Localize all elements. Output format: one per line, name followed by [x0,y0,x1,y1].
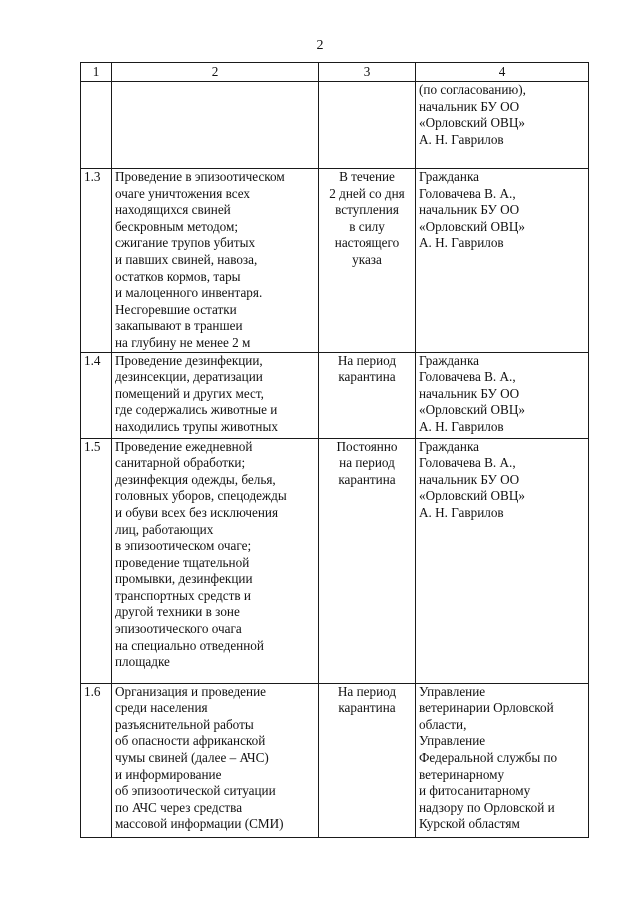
event-cell-line: промывки, дезинфекции [115,571,253,587]
event-cell-line: разъяснительной работы [115,716,254,732]
event-cell-line: транспортных средств и [115,587,251,603]
term-cell-line: в силу [349,218,385,234]
responsible-cell [416,683,589,837]
event-cell-line: Несгоревшие остатки [115,301,237,317]
term-cell [319,82,416,169]
event-cell [112,169,319,353]
event-cell [112,438,319,683]
responsible-cell-line: начальник БУ ОО [419,385,520,401]
header-row [81,63,589,82]
table-row [81,352,589,438]
responsible-cell-line: «Орловский ОВЦ» [419,402,525,418]
responsible-cell-line: Управление [419,733,486,749]
event-cell-line: площадке [115,654,170,670]
responsible-cell-line: Головачева В. А., [419,369,516,385]
event-cell-line: проведение тщательной [115,554,250,570]
event-cell-line: об опасности африканской [115,733,266,749]
item-number: 1.5 [81,438,112,683]
header-col-1: 1 [81,63,112,82]
term-cell [319,352,416,438]
responsible-cell-line: Федеральной службы по [419,749,558,765]
responsible-cell [416,438,589,683]
term-cell-line: настоящего [334,235,400,251]
term-cell [319,683,416,837]
table-row [81,683,589,837]
term-cell-line: 2 дней со дня [329,185,405,201]
event-cell-line: и павших свиней, навоза, [115,251,258,267]
term-cell-line: на период [339,455,395,471]
responsible-cell-line: А. Н. Гаврилов [419,235,504,251]
event-cell-line: дезинфекция одежды, белья, [115,471,276,487]
responsible-cell-line: Гражданка [419,438,480,454]
event-cell-line: лиц, работающих [115,521,214,537]
header-col-4: 4 [416,63,589,82]
event-cell-line: Проведение ежедневной [115,438,253,454]
event-cell-line: чумы свиней (далее – АЧС) [115,749,269,765]
term-cell-line: указа [352,251,382,267]
responsible-cell-line: Курской областям [419,816,520,832]
event-cell-line: находящихся свиней [115,202,231,218]
event-cell-line: головных уборов, спецодежды [115,488,287,504]
event-cell-line: и информирование [115,766,222,782]
responsible-cell-line: Управление [419,683,486,699]
responsible-cell [416,352,589,438]
responsible-cell-line: Головачева В. А., [419,455,516,471]
event-cell-line: сжигание трупов убитых [115,235,256,251]
responsible-cell-line: Гражданка [419,352,480,368]
responsible-cell-line: начальник БУ ОО [419,98,520,114]
responsible-cell [416,82,589,169]
responsible-cell-line: А. Н. Гаврилов [419,418,504,434]
event-cell-line: бескровным методом; [115,218,239,234]
event-cell-line: на специально отведенной [115,637,264,653]
term-cell-line: карантина [338,700,396,716]
table-row [81,438,589,683]
responsible-cell [416,169,589,353]
term-cell [319,438,416,683]
event-cell-line: массовой информации (СМИ) [115,816,284,832]
event-cell-line: эпизоотического очага [115,621,242,637]
table-row [81,169,589,353]
event-cell-line: находились трупы животных [115,418,278,434]
responsible-cell-line: надзору по Орловской и [419,799,555,815]
item-number: 1.3 [81,169,112,353]
responsible-cell-line: начальник БУ ОО [419,202,520,218]
responsible-cell-line: «Орловский ОВЦ» [419,218,525,234]
responsible-cell-line: «Орловский ОВЦ» [419,488,525,504]
event-cell [112,352,319,438]
term-cell-line: Постоянно [336,438,398,454]
event-cell-line: и обуви всех без исключения [115,504,279,520]
event-cell-line: помещений и других мест, [115,385,264,401]
responsible-cell-line: области, [419,716,467,732]
responsible-cell-line: «Орловский ОВЦ» [419,115,525,131]
event-cell-line: об эпизоотической ситуации [115,783,276,799]
event-cell-line: санитарной обработки; [115,455,246,471]
header-col-3: 3 [319,63,416,82]
measures-table [80,62,589,838]
responsible-cell-line: и фитосанитарному [419,783,531,799]
event-cell-line: дезинсекции, дератизации [115,369,263,385]
event-cell [112,683,319,837]
event-cell [112,82,319,169]
term-cell [319,169,416,353]
responsible-cell-line: ветеринарному [419,766,505,782]
event-cell-line: очаге уничтожения всех [115,185,251,201]
responsible-cell-line: Головачева В. А., [419,185,516,201]
event-cell-line: Организация и проведение [115,683,266,699]
responsible-cell-line: А. Н. Гаврилов [419,131,504,147]
event-cell-line: и малоценного инвентаря. [115,285,263,301]
event-cell-line: где содержались животные и [115,402,278,418]
term-cell-line: На период [337,683,397,699]
term-cell-line: На период [337,352,397,368]
item-number: 1.6 [81,683,112,837]
responsible-cell-line: Гражданка [419,169,480,184]
event-cell-line: остатков кормов, тары [115,268,241,284]
event-cell-line: на глубину не менее 2 м [115,334,251,350]
term-cell-line: карантина [338,369,396,385]
table-row [81,82,589,169]
event-cell-line: другой техники в зоне [115,604,240,620]
item-number: 1.4 [81,352,112,438]
event-cell-line: закапывают в траншеи [115,318,243,334]
event-cell-line: Проведение дезинфекции, [115,352,263,368]
responsible-cell-line: (по согласованию), [419,82,526,97]
term-cell-line: В течение [339,169,395,184]
responsible-cell-line: А. Н. Гаврилов [419,504,504,520]
term-cell-line: вступления [335,202,399,218]
term-cell-line: карантина [338,471,396,487]
event-cell-line: в эпизоотическом очаге; [115,538,252,554]
header-col-2: 2 [112,63,319,82]
responsible-cell-line: начальник БУ ОО [419,471,520,487]
responsible-cell-line: ветеринарии Орловской [419,700,554,716]
event-cell-line: Проведение в эпизоотическом [115,169,285,184]
event-cell-line: среди населения [115,700,208,716]
item-number [81,82,112,169]
event-cell-line: по АЧС через средства [115,799,243,815]
page-number: 2 [316,38,324,53]
